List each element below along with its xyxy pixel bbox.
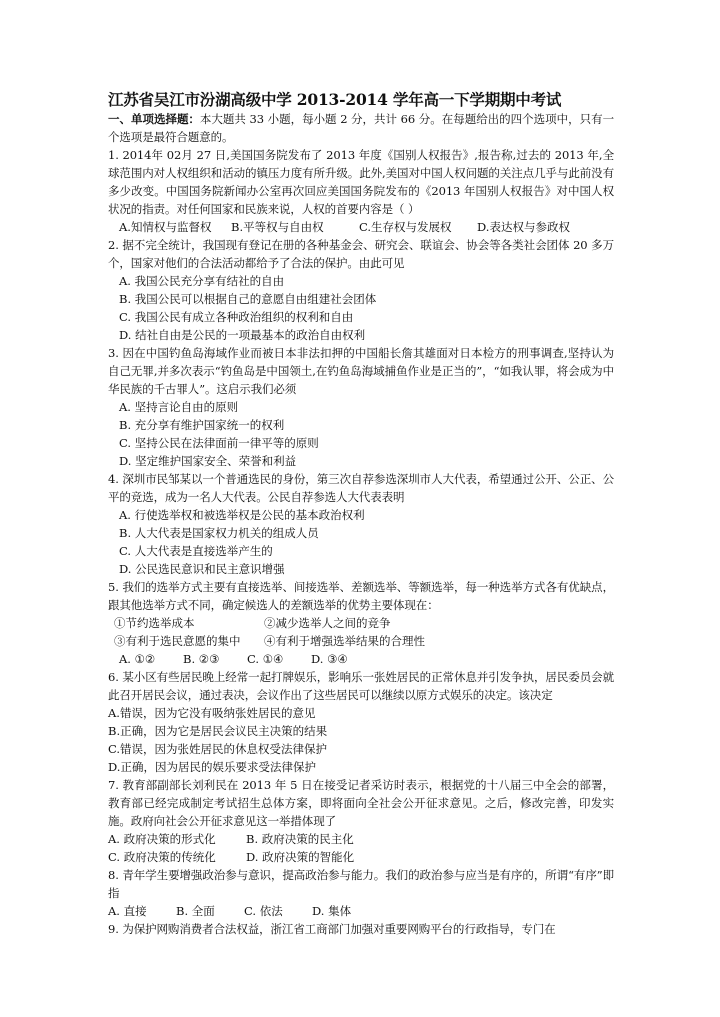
option-a: A. 政府决策的形式化	[108, 832, 216, 846]
statement-1: ①节约选举成本	[114, 616, 195, 630]
question-2	[108, 236, 614, 344]
question-stem: 5. 我们的选举方式主要有直接选举、间接选举、差额选举、等额选举，每一种选举方式各有优缺点，跟其他选举方式不同，确定候选人的差额选举的优势主要体现在：	[108, 580, 614, 612]
statement-2: ②减少选举人之间的竞争	[264, 616, 391, 630]
question-9	[108, 920, 614, 938]
option-b: B. 充分享有维护国家统一的权利	[119, 418, 285, 432]
page-title: 江苏省吴江市汾湖高级中学 2013-2014 学年高一下学期期中考试	[108, 90, 562, 109]
option-a: A.错误，因为它没有吸纳张姓居民的意见	[108, 706, 316, 720]
statement-3: ③有利于选民意愿的集中	[114, 634, 241, 648]
option-d: D. 坚定维护国家安全、荣誉和利益	[119, 454, 297, 468]
option-row	[108, 902, 614, 920]
option-c: C. ①④	[247, 652, 284, 666]
option-d: D.表达权与参政权	[477, 220, 570, 234]
option-b: B. 全面	[176, 904, 215, 918]
option-row	[108, 848, 614, 866]
question-1	[108, 146, 614, 236]
question-6	[108, 668, 614, 776]
statement-row	[108, 632, 614, 650]
option-a: A. 我国公民充分享有结社的自由	[119, 274, 285, 288]
statement-row	[108, 614, 614, 632]
option-row	[108, 218, 614, 236]
option-a: A. 坚持言论自由的原则	[119, 400, 239, 414]
question-stem: 6. 某小区有些居民晚上经常一起打牌娱乐，影响乐一张姓居民的正常休息并引发争执，居民委员会就此召开居民会议，通过表决，会议作出了这些居民可以继续以原方式娱乐的决定。该决定	[108, 670, 614, 702]
question-3	[108, 344, 614, 470]
question-stem: 9. 为保护网购消费者合法权益，浙江省工商部门加强对重要网购平台的行政指导，专门在	[108, 922, 556, 936]
question-stem: 7. 教育部副部长刘利民在 2013 年 5 日在接受记者采访时表示，根据党的十八届三中全会的部署，教育部已经完成制定考试招生总体方案，即将面向全社会公开征求意见。之后，修改完善，印发实施。政府向社会公开征求意见这一举措体现了	[108, 778, 614, 828]
option-c: C. 我国公民有成立各种政治组织的权利和自由	[119, 310, 354, 324]
question-stem: 3. 因在中国钓鱼岛海域作业而被日本非法扣押的中国船长詹其雄面对日本检方的刑事调查,坚持认为自己无罪,并多次表示“钓鱼岛是中国领土,在钓鱼岛海域捕鱼作业是正当的”，“如我认罪，将会成为中华民族的千古罪人”。这启示我们必须	[108, 346, 614, 396]
section-instructions: 本大题共 33 小题，每小题 2 分，共计 66 分。在每题给出的四个选项中，只有一个选项是最符合题意的。	[108, 112, 614, 144]
option-c: C. 坚持公民在法律面前一律平等的原则	[119, 436, 319, 450]
option-row	[108, 650, 614, 668]
option-a: A. 直接	[108, 904, 147, 918]
question-stem: 4. 深圳市民邹某以一个普通选民的身份，第三次自荐参选深圳市人大代表，希望通过公开、公正、公平的竞选，成为一名人大代表。公民自荐参选人大代表表明	[108, 472, 614, 504]
option-b: B. 政府决策的民主化	[246, 832, 354, 846]
option-row	[108, 830, 614, 848]
option-b: B. 我国公民可以根据自己的意愿自由组建社会团体	[119, 292, 377, 306]
question-stem: 2. 据不完全统计，我国现有登记在册的各种基金会、研究会、联谊会、协会等各类社会团体 20 多万个，国家对他们的合法活动都给予了合法的保护。由此可见	[108, 238, 614, 270]
option-d: D. 集体	[312, 904, 352, 918]
option-a: A.知情权与监督权	[119, 220, 212, 234]
question-8	[108, 866, 614, 920]
option-d: D.正确，因为居民的娱乐要求受法律保护	[108, 760, 316, 774]
option-d: D. 结社自由是公民的一项最基本的政治自由权利	[119, 328, 366, 342]
statement-4: ④有利于增强选举结果的合理性	[264, 634, 425, 648]
question-stem: 8. 青年学生要增强政治参与意识，提高政治参与能力。我们的政治参与应当是有序的，所谓“有序”即指	[108, 868, 614, 900]
question-7	[108, 776, 614, 866]
option-a: A. ①②	[119, 652, 156, 666]
option-b: B.平等权与自由权	[231, 220, 324, 234]
option-d: D. 政府决策的智能化	[246, 850, 355, 864]
option-c: C. 政府决策的传统化	[108, 850, 216, 864]
question-5	[108, 578, 614, 668]
section-heading	[108, 110, 614, 146]
option-c: C. 依法	[244, 904, 283, 918]
option-d: D. ③④	[311, 652, 348, 666]
question-4	[108, 470, 614, 578]
option-a: A. 行使选举权和被选举权是公民的基本政治权利	[119, 508, 365, 522]
section-label: 一、单项选择题：	[108, 112, 200, 126]
option-d: D. 公民选民意识和民主意识增强	[119, 562, 285, 576]
question-stem: 1. 2014年 02月 27 日,美国国务院发布了 2013 年度《国别人权报告》,报告称,过去的 2013 年,全球范围内对人权组织和活动的镇压力度有所升级。此外,美国对中国人权问题的关注点几乎与此前没有多少改变。中国国务院新闻办公室再次回应美国国务院发布的《2013 年国别人权报告》对中国人权状况的指责。对任何国家和民族来说，人权的首要内容是（ ）	[108, 148, 614, 216]
option-b: B.正确，因为它是居民会议民主决策的结果	[108, 724, 328, 738]
option-b: B. 人大代表是国家权力机关的组成人员	[119, 526, 319, 540]
option-b: B. ②③	[183, 652, 220, 666]
option-c: C.生存权与发展权	[359, 220, 452, 234]
option-c: C.错误，因为张姓居民的休息权受法律保护	[108, 742, 328, 756]
option-c: C. 人大代表是直接选举产生的	[119, 544, 273, 558]
exam-content	[108, 90, 614, 938]
